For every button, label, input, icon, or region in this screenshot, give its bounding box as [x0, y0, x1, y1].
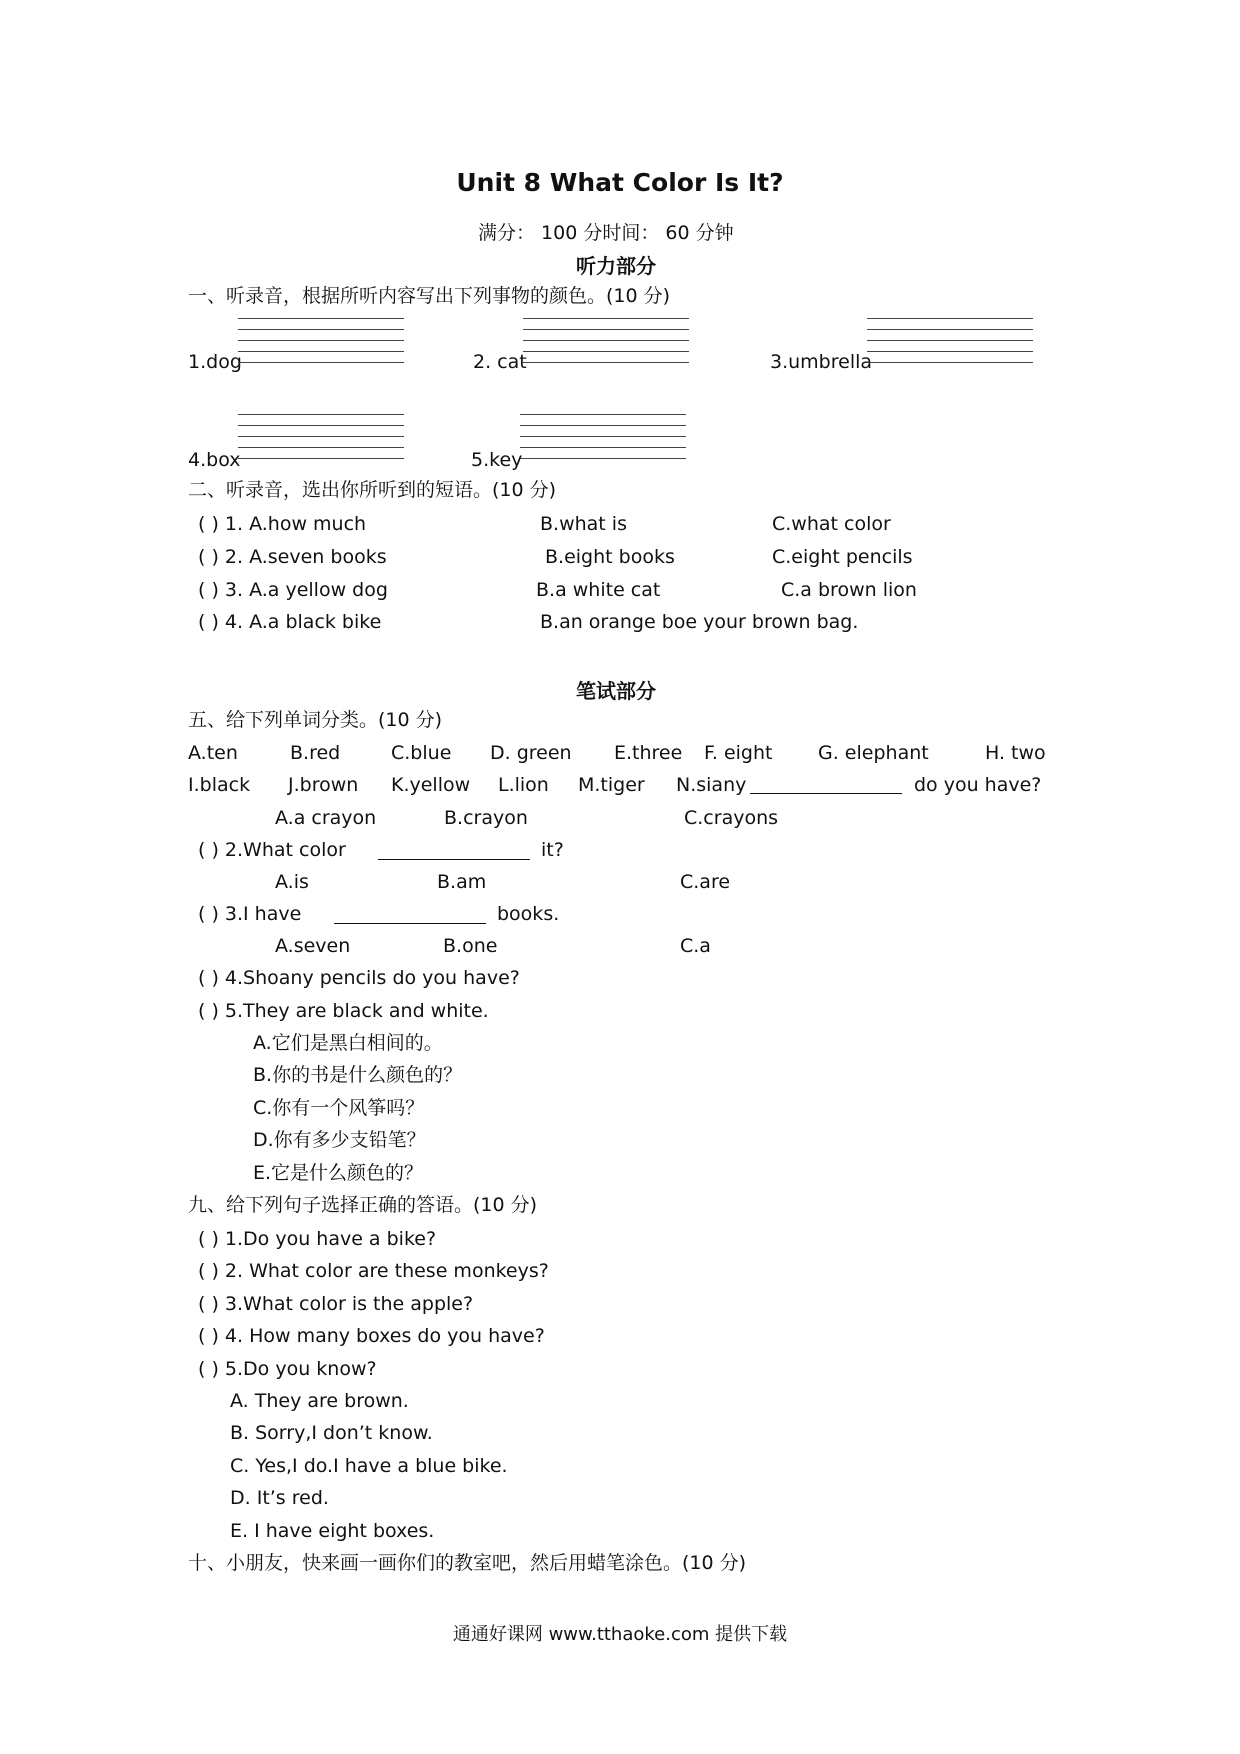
s2-q1-c: C.what color: [772, 513, 891, 535]
mcq3-stem: ( ) 3.I have: [198, 903, 302, 925]
word-a: A.ten: [188, 742, 238, 764]
word-n: N.siany: [676, 774, 747, 796]
match-option-c: C.你有一个风筝吗？: [253, 1097, 425, 1119]
item-cat: 2. cat: [473, 351, 527, 373]
s9-answer-e: E. I have eight boxes.: [230, 1520, 435, 1542]
word-j: J.brown: [288, 774, 359, 796]
mcq2-blank: [378, 839, 530, 860]
s2-q3-a: ( ) 3. A.a yellow dog: [198, 579, 388, 601]
s2-q4-a: ( ) 4. A.a black bike: [198, 611, 382, 633]
section1-heading: 一、听录音，根据所听内容写出下列事物的颜色。(10 分): [188, 285, 671, 307]
mcq3-blank: [334, 903, 486, 924]
s9-answer-b: B. Sorry,I don’t know.: [230, 1422, 433, 1444]
section2-heading: 二、听录音，选出你所听到的短语。(10 分): [188, 479, 557, 501]
listening-heading: 听力部分: [576, 254, 656, 278]
word-k: K.yellow: [391, 774, 471, 796]
s2-q2-b: B.eight books: [545, 546, 675, 568]
s9-q4: ( ) 4. How many boxes do you have?: [198, 1325, 545, 1347]
match-option-a: A.它们是黑白相间的。: [253, 1032, 443, 1054]
s9-q1: ( ) 1.Do you have a bike?: [198, 1228, 437, 1250]
mcq3-a: A.seven: [275, 935, 351, 957]
mcq1-b: B.crayon: [444, 807, 528, 829]
s2-q3-b: B.a white cat: [536, 579, 661, 601]
s9-q5: ( ) 5.Do you know?: [198, 1358, 377, 1380]
mcq1-a: A.a crayon: [275, 807, 377, 829]
s2-q4-b: B.an orange boe your brown bag.: [540, 611, 859, 633]
item-dog: 1.dog: [188, 351, 242, 373]
item-umbrella: 3.umbrella: [770, 351, 873, 373]
mcq2-c: C.are: [680, 871, 731, 893]
s2-q1-a: ( ) 1. A.how much: [198, 513, 367, 535]
answer-lines-box: [238, 414, 404, 460]
item-box: 4.box: [188, 449, 241, 471]
s2-q1-b: B.what is: [540, 513, 627, 535]
match-option-b: B.你的书是什么颜色的？: [253, 1064, 463, 1086]
word-f: F. eight: [704, 742, 773, 764]
word-h: H. two: [985, 742, 1046, 764]
word-l: L.lion: [498, 774, 549, 796]
s2-q2-a: ( ) 2. A.seven books: [198, 546, 387, 568]
answer-lines-key: [520, 414, 686, 460]
section5-heading: 五、给下列单词分类。(10 分): [188, 709, 443, 731]
word-d: D. green: [490, 742, 572, 764]
s2-q3-c: C.a brown lion: [781, 579, 917, 601]
mcq3-b: B.one: [443, 935, 498, 957]
mcq1-c: C.crayons: [684, 807, 779, 829]
word-g: G. elephant: [818, 742, 929, 764]
mcq2-stem: ( ) 2.What color: [198, 839, 346, 861]
match-q4: ( ) 4.Shoany pencils do you have?: [198, 967, 520, 989]
s9-answer-c: C. Yes,I do.I have a blue bike.: [230, 1455, 508, 1477]
page-title: Unit 8 What Color Is It?: [456, 168, 784, 197]
answer-lines-cat: [523, 318, 689, 364]
match-q5: ( ) 5.They are black and white.: [198, 1000, 489, 1022]
fill-blank: [750, 773, 902, 794]
match-option-e: E.它是什么颜色的？: [253, 1162, 424, 1184]
s9-q3: ( ) 3.What color is the apple?: [198, 1293, 474, 1315]
item-key: 5.key: [471, 449, 523, 471]
word-i: I.black: [188, 774, 251, 796]
match-option-d: D.你有多少支铅笔？: [253, 1129, 426, 1151]
footer: 通通好课网 www.tthaoke.com 提供下载: [452, 1624, 788, 1645]
s9-answer-d: D. It’s red.: [230, 1487, 329, 1509]
word-c: C.blue: [391, 742, 452, 764]
word-e: E.three: [614, 742, 683, 764]
mcq3-c: C.a: [680, 935, 711, 957]
word-m: M.tiger: [578, 774, 645, 796]
mcq2-stem-end: it?: [541, 839, 564, 861]
row2-tail: do you have?: [914, 774, 1042, 796]
s9-q2: ( ) 2. What color are these monkeys?: [198, 1260, 549, 1282]
answer-lines-dog: [238, 318, 404, 364]
s2-q2-c: C.eight pencils: [772, 546, 913, 568]
word-b: B.red: [290, 742, 341, 764]
answer-lines-umbrella: [867, 318, 1033, 364]
score-line: 满分： 100 分时间： 60 分钟: [478, 222, 734, 244]
section9-heading: 九、给下列句子选择正确的答语。(10 分): [188, 1194, 538, 1216]
writing-heading: 笔试部分: [576, 679, 656, 703]
mcq2-b: B.am: [437, 871, 487, 893]
s9-answer-a: A. They are brown.: [230, 1390, 409, 1412]
mcq2-a: A.is: [275, 871, 309, 893]
section10-heading: 十、小朋友，快来画一画你们的教室吧，然后用蜡笔涂色。(10 分): [188, 1552, 747, 1574]
mcq3-stem-end: books.: [497, 903, 560, 925]
